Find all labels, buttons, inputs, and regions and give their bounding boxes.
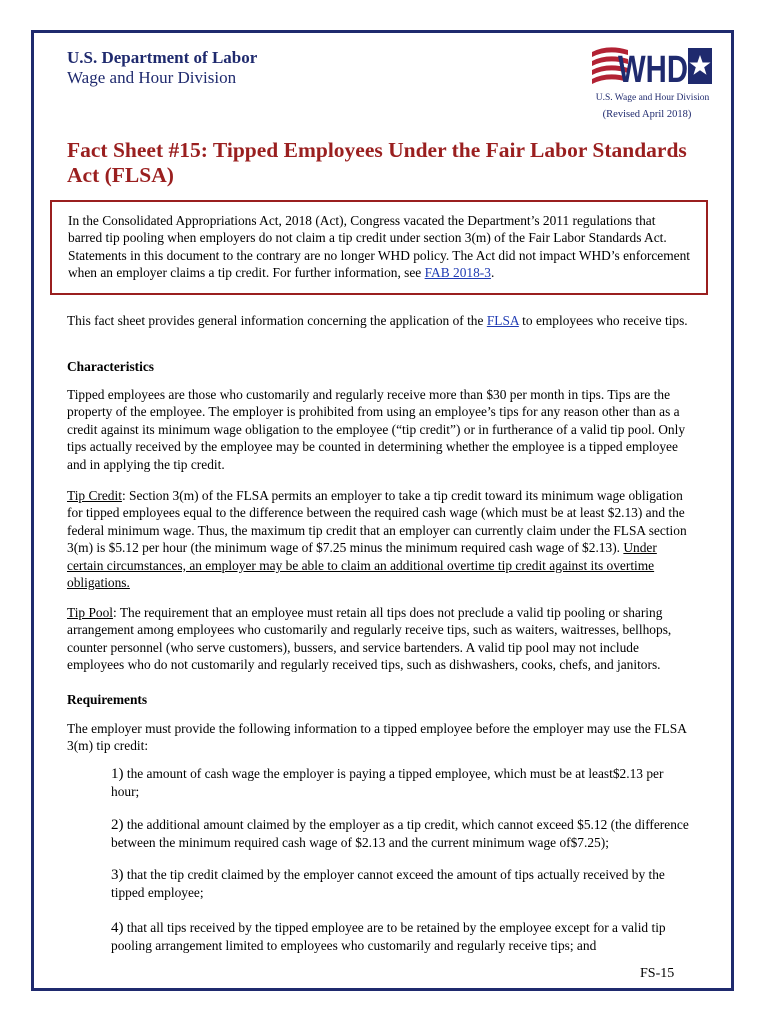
tip-credit-paragraph (67, 487, 692, 591)
intro-text: This fact sheet provides general information concerning the application of the (67, 313, 487, 328)
notice-text-end: . (490, 265, 495, 281)
notice-box (50, 200, 708, 295)
intro-text-end: to employees who receive tips. (518, 313, 688, 328)
list-number: 1) (111, 766, 124, 782)
list-item-text: that all tips received by the tipped employee are to be retained by the employee except for a valid tip pooling arrangement limited to employees who customarily and regularly receive tips; and (111, 920, 666, 954)
page-title: Fact Sheet #15: Tipped Employees Under the Fair Labor Standards Act (FLSA) (67, 138, 687, 187)
characteristics-heading: Characteristics (67, 359, 155, 374)
list-item (111, 765, 691, 801)
list-item (111, 919, 691, 955)
overtime-tip-credit-note: Under certain circumstances, an employer may be able to claim an additional overtime tip credit against its overtime obligations. (67, 540, 657, 591)
tip-pool-text: : The requirement that an employee must retain all tips does not preclude a valid tip pooling or sharing arrangement among employees who customarily and regularly receive tips, such as waiters, waitresses, bellhops, counter personnel (who serve customers), bussers, and service bartenders. A valid tip pool may not include employees who do not customarily and regularly received tips, such as dishwashers, cooks, chefs, and janitors. (67, 605, 672, 673)
logo-caption: U.S. Wage and Hour Division (595, 93, 710, 103)
list-item-text: the amount of cash wage the employer is paying a tipped employee, which must be at least$2.13 per hour; (111, 766, 664, 800)
revised-date: (Revised April 2018) (602, 109, 692, 120)
requirements-intro: The employer must provide the following information to a tipped employee before the employer may use the FLSA 3(m) tip credit: (67, 721, 687, 754)
characteristics-paragraph: Tipped employees are those who customarily and regularly receive more than $30 per month in tips. Tips are the property of the employee. The employer is prohibited from using an employee’s tips for any reason other than as a credit against its minimum wage obligation to the employee (“tip credit”) or in furtherance of a valid tip pool. Only tips actually received by the employee may be counted in determining whether the employee is a tipped employee and in applying the tip credit. (67, 387, 686, 472)
intro-paragraph (67, 312, 692, 329)
tip-pool-label: Tip Pool (67, 605, 114, 620)
notice-text: In the Consolidated Appropriations Act, 2018 (Act), Congress vacated the Department’s 2011 regulations that barred tip pooling when employers do not claim a tip credit under section 3(m) of the Fair Labor Standards Act. Statements in this document to the contrary are no longer WHD policy. The Act did not impact WHD’s enforcement when an employer claims a tip credit. For further information, see (68, 213, 691, 281)
logo-text: WHD (618, 49, 688, 91)
list-item-text: that the tip credit claimed by the employer cannot exceed the amount of tips actually received by the tipped employee; (111, 867, 665, 901)
department-name: U.S. Department of Labor (67, 48, 258, 67)
page-footer: FS-15 (640, 966, 675, 981)
fab-2018-3-link[interactable]: FAB 2018-3 (424, 265, 491, 281)
list-item-text: the additional amount claimed by the employer as a tip credit, which cannot exceed $5.12 (the difference between the minimum required cash wage of $2.13 and the current minimum wage of$7.25); (111, 817, 689, 851)
list-number: 2) (111, 817, 124, 833)
requirements-heading: Requirements (67, 692, 148, 707)
list-number: 3) (111, 867, 124, 883)
flsa-link[interactable]: FLSA (486, 313, 519, 328)
tip-credit-text: : Section 3(m) of the FLSA permits an employer to take a tip credit toward its minimum wage obligation for tipped employees equal to the difference between the required cash wage (which must be at least $2.13) and the federal minimum wage. Thus, the maximum tip credit that an employer can currently claim under the FLSA section 3(m) is $5.12 per hour (the minimum wage of $7.25 minus the minimum required cash wage of $2.13). (67, 488, 687, 556)
list-item (111, 866, 691, 902)
list-number: 4) (111, 920, 124, 936)
list-item (111, 816, 691, 852)
tip-credit-label: Tip Credit (67, 488, 122, 503)
tip-pool-paragraph (67, 604, 692, 674)
division-name: Wage and Hour Division (67, 68, 237, 87)
